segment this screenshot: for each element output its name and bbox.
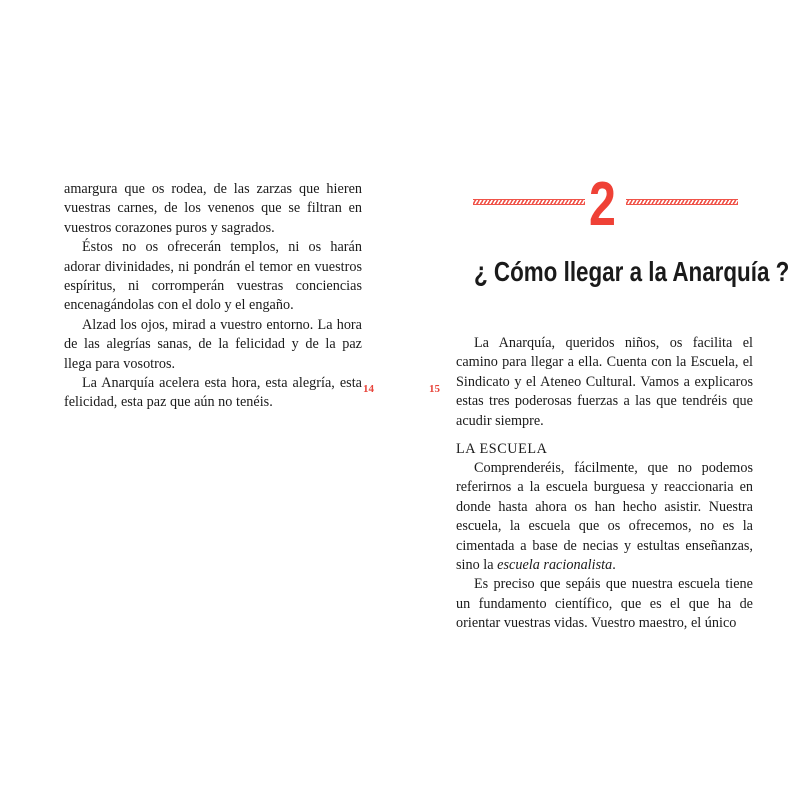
left-paragraph-1: amargura que os rodea, de las zarzas que hieren vuestras carnes, de los venenos que se filtran en vuestros corazones puros y sagrados. [64,181,362,236]
section-heading: LA ESCUELA [456,441,548,457]
chapter-number: 2 [589,170,616,239]
body-paragraph-1 [456,459,753,575]
left-paragraph-3: Alzad los ojos, mirad a vuestro entorno. La hora de las alegrías sanas, de la felicidad y de la paz llega para vosotros. [64,316,362,372]
left-page-body [64,180,362,413]
chapter-intro [456,334,753,431]
page-number-left: 14 [363,383,374,395]
left-paragraph-4: La Anarquía acelera esta hora, esta alegría, esta felicidad, esta paz que aún no tenéis. [64,375,362,411]
right-page [400,0,800,800]
chapter-title: ¿ Cómo llegar a la Anarquía ? [474,256,790,287]
chapter-ornament-left [473,199,585,205]
page-number-right: 15 [429,383,440,395]
intro-paragraph: La Anarquía, queridos niños, os facilita el camino para llegar a ella. Cuenta con la Escuela, el Sindicato y el Ateneo Cultural. Vamos a explicaros estas tres poderosas fuerzas a las que tendréis que acudir siempre. [456,335,753,429]
left-paragraph-2: Éstos no os ofrecerán templos, ni os harán adorar divinidades, ni pondrán el temor en vuestros espíritus, ni corromperán vuestras conciencias encenagándolas con el dolo y el engaño. [64,239,362,314]
section-body [456,459,753,634]
body-paragraph-1-lead: Comprenderéis, fácilmente, que no podemos referirnos a la escuela burguesa y reaccionaria en donde hasta ahora os han hecho asistir. Nuestra escuela, la escuela que os ofrecemos, no es la cimentada a base de necias y estultas enseñanzas, sino la [456,460,753,574]
body-paragraph-1-tail: . [612,557,616,574]
body-paragraph-1-emphasis: escuela racionalista [497,557,613,574]
body-paragraph-2: Es preciso que sepáis que nuestra escuela tiene un fundamento científico, que es el que ha de orientar vuestras vidas. Vuestro maestro, el único [456,576,753,632]
chapter-ornament-right [626,199,738,205]
